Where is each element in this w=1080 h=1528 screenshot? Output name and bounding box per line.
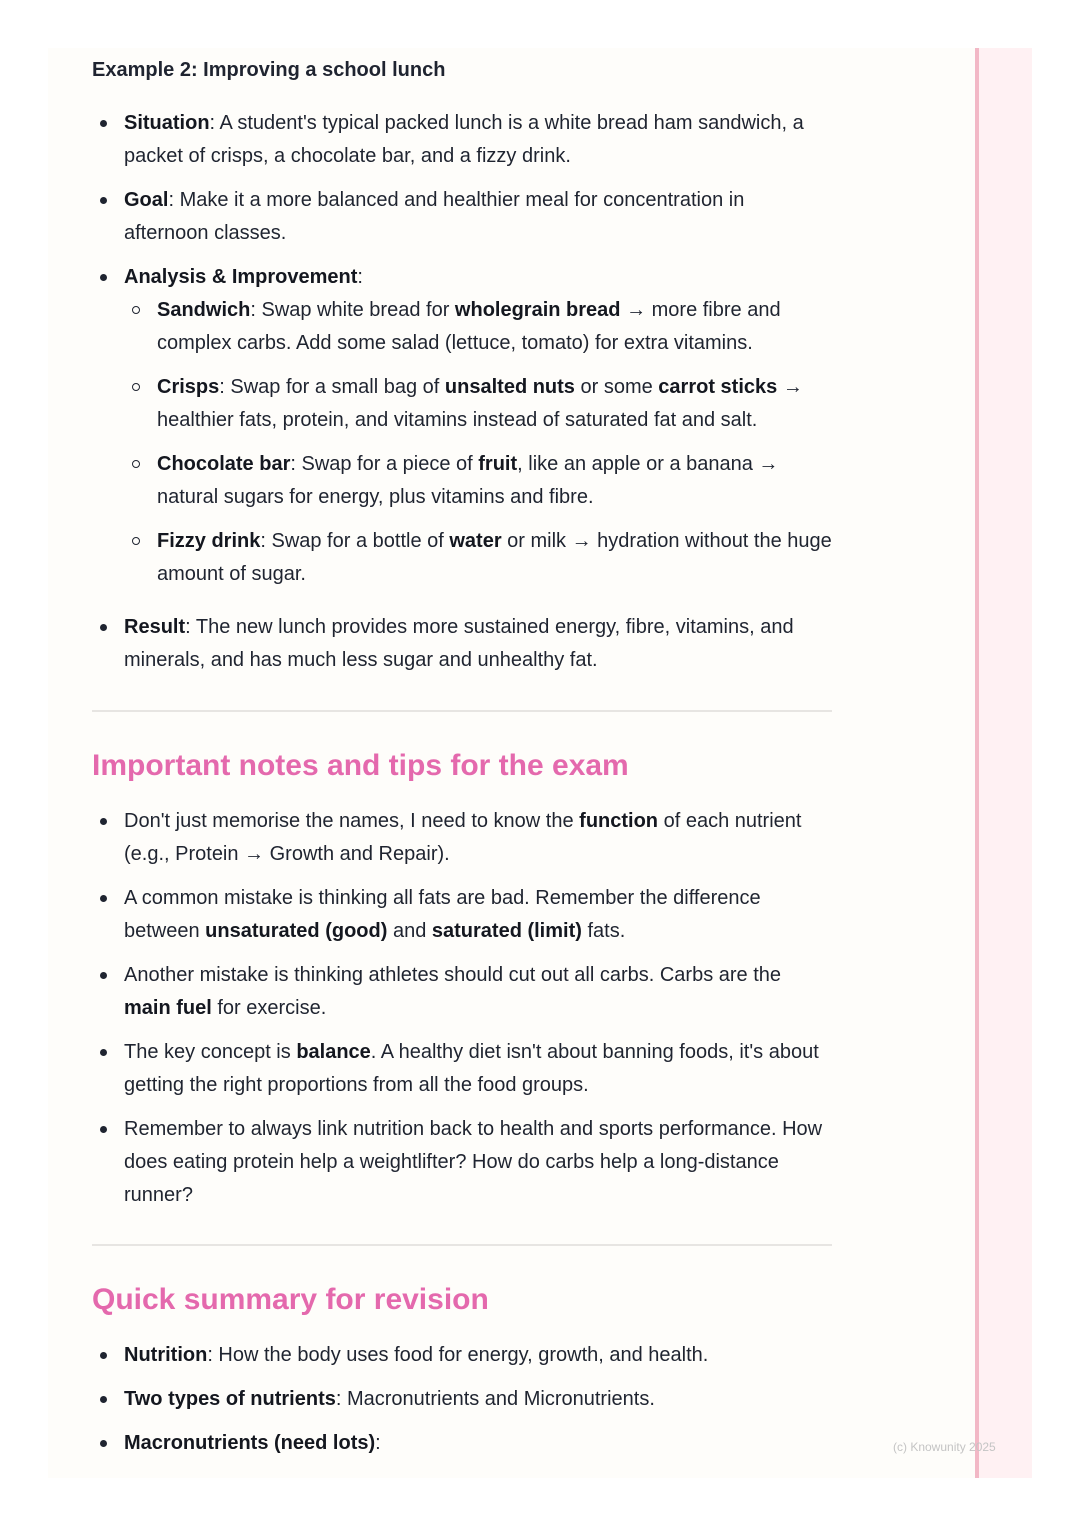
list-item-situation: Situation: A student's typical packed lunch is a white bread ham sandwich, a packet of crisps, a chocolate bar, and a fizzy drink. bbox=[92, 107, 832, 173]
notes-list bbox=[92, 805, 832, 1212]
sublist-item-crisps: Crisps: Swap for a small bag of unsalted nuts or some carrot sticks → healthier fats, protein, and vitamins instead of saturated fat and salt. bbox=[124, 371, 832, 437]
divider bbox=[92, 1244, 832, 1246]
sublist-item-sandwich: Sandwich: Swap white bread for wholegrain bread → more fibre and complex carbs. Add some salad (lettuce, tomato) for extra vitamins. bbox=[124, 294, 832, 360]
list-item-summary: Two types of nutrients: Macronutrients and Micronutrients. bbox=[92, 1383, 832, 1416]
list-item-note: A common mistake is thinking all fats are bad. Remember the difference between unsaturated (good) and saturated (limit) fats. bbox=[92, 882, 832, 948]
list-item-summary: Macronutrients (need lots): bbox=[92, 1427, 832, 1460]
list-item-analysis: Analysis & Improvement: Sandwich: Swap white bread for wholegrain bread → more fibre and complex carbs. Add some salad (lettuce, tomato) for extra vitamins. Crisps: Swap for a small bag of unsalted nuts or some carrot sticks → healthier fats, protein, and vitamins instead of saturated fat and salt. Chocolate bar: Swap for a piece of fruit, like an apple or a banana → natural sugars for energy, plus vitamins and fibre. Fizzy drink: Swap for a bottle of water or milk → hydration without the huge amount of sugar. bbox=[92, 261, 832, 591]
list-item-result: Result: The new lunch provides more sustained energy, fibre, vitamins, and minerals, and has much less sugar and unhealthy fat. bbox=[92, 611, 832, 677]
example-list bbox=[92, 107, 832, 677]
copyright-footer: (c) Knowunity 2025 bbox=[893, 1440, 996, 1454]
summary-list bbox=[92, 1339, 832, 1460]
margin-strip bbox=[975, 48, 1032, 1478]
margin-line bbox=[975, 48, 979, 1478]
divider bbox=[92, 710, 832, 712]
sublist-item-chocolate: Chocolate bar: Swap for a piece of fruit, like an apple or a banana → natural sugars for energy, plus vitamins and fibre. bbox=[124, 448, 832, 514]
sublist-item-fizzy: Fizzy drink: Swap for a bottle of water or milk → hydration without the huge amount of sugar. bbox=[124, 525, 832, 591]
list-item-note: The key concept is balance. A healthy diet isn't about banning foods, it's about getting the right proportions from all the food groups. bbox=[92, 1036, 832, 1102]
list-item-note: Remember to always link nutrition back to health and sports performance. How does eating protein help a weightlifter? How do carbs help a long-distance runner? bbox=[92, 1113, 832, 1212]
list-item-note: Another mistake is thinking athletes should cut out all carbs. Carbs are the main fuel for exercise. bbox=[92, 959, 832, 1025]
document-content bbox=[92, 55, 832, 1471]
improvement-sublist bbox=[124, 294, 832, 591]
list-item-summary: Nutrition: How the body uses food for energy, growth, and health. bbox=[92, 1339, 832, 1372]
section-heading-summary: Quick summary for revision bbox=[92, 1283, 489, 1316]
section-heading-notes: Important notes and tips for the exam bbox=[92, 749, 629, 782]
list-item-goal: Goal: Make it a more balanced and healthier meal for concentration in afternoon classes. bbox=[92, 184, 832, 250]
list-item-note: Don't just memorise the names, I need to know the function of each nutrient (e.g., Protein → Growth and Repair). bbox=[92, 805, 832, 871]
example-title: Example 2: Improving a school lunch bbox=[92, 59, 446, 81]
